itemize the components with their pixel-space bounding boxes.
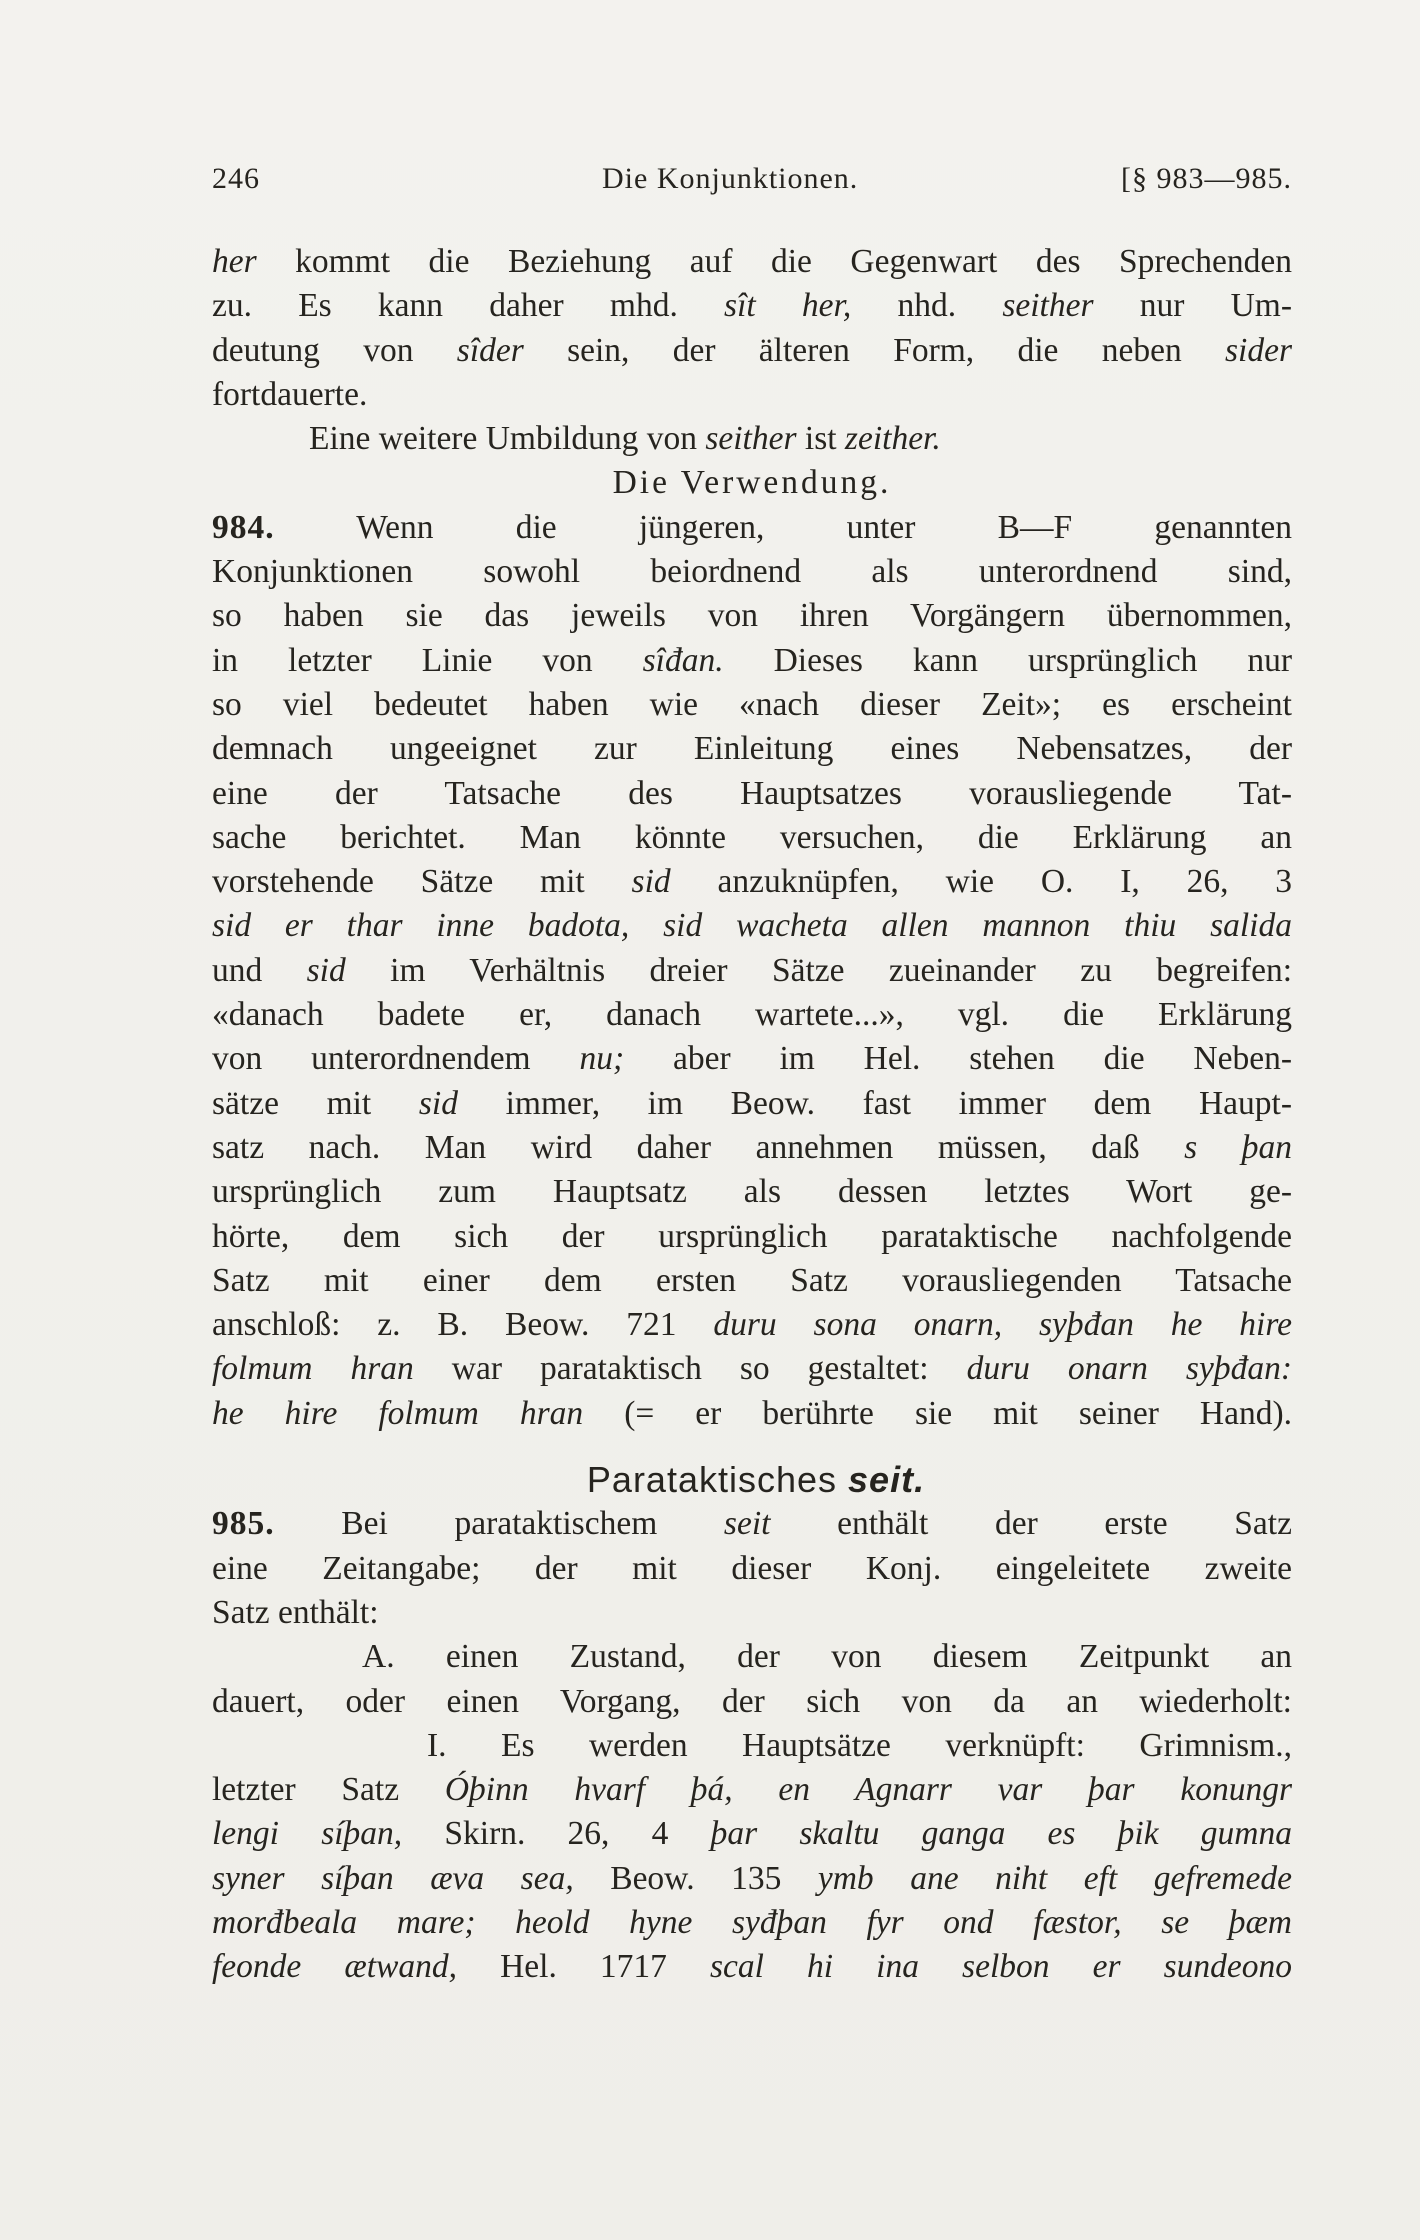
text-run: sätze mit: [212, 1084, 419, 1122]
running-head: [212, 162, 1292, 206]
text-line: [212, 1724, 1292, 1768]
text-run: satz nach. Man wird daher annehmen müssen, daß: [212, 1128, 1185, 1166]
text-run: in letzter Linie von: [212, 641, 643, 679]
text-run: Bei parataktischem: [274, 1505, 724, 1543]
text-run: nur Um-: [1093, 287, 1292, 325]
italic-term: feonde ætwand,: [212, 1948, 457, 1986]
text-line: [212, 772, 1292, 816]
text-line: [212, 461, 1292, 505]
text-run: kommt die Beziehung auf die Gegenwart des Sprechenden: [256, 243, 1292, 280]
text-run: fortdauerte.: [212, 375, 368, 413]
italic-term: nu;: [579, 1040, 625, 1078]
text-run: ursprünglich zum Hauptsatz als dessen letztes Wort ge-: [212, 1173, 1292, 1211]
italic-term: zeither.: [844, 420, 941, 458]
italic-term: lengi síþan,: [212, 1815, 403, 1853]
paragraph-number: 985.: [212, 1505, 275, 1543]
text-run: und: [212, 951, 307, 989]
text-line: [212, 1857, 1292, 1901]
text-run: so haben sie das jeweils von ihren Vorgängern übernommen,: [212, 597, 1292, 635]
section-heading: [212, 1458, 1292, 1502]
text-line: [212, 1680, 1292, 1724]
body-text: [212, 240, 1292, 1990]
italic-term: seither: [1002, 287, 1094, 325]
italic-term: s þan: [1184, 1128, 1292, 1166]
text-line: [212, 1170, 1292, 1214]
text-line: [212, 506, 1292, 550]
text-run: Satz enthält:: [212, 1593, 379, 1631]
text-line: [212, 1303, 1292, 1347]
italic-term: sîder: [456, 331, 524, 369]
text-run: anzuknüpfen, wie O. I, 26, 3: [670, 863, 1292, 901]
text-run: aber im Hel. stehen die Neben-: [624, 1040, 1292, 1078]
text-line: [212, 949, 1292, 993]
text-line: [212, 639, 1292, 683]
text-line: [212, 1347, 1292, 1391]
text-line: [212, 860, 1292, 904]
text-run: sein, der älteren Form, die neben: [523, 331, 1225, 369]
text-line: [212, 1082, 1292, 1126]
text-line: [212, 1502, 1292, 1546]
text-run: anschloß: z. B. Beow. 721: [212, 1306, 714, 1344]
italic-term: sîđan.: [642, 641, 724, 679]
text-run: vorstehende Sätze mit: [212, 863, 632, 901]
text-run: ist: [796, 420, 845, 458]
text-run: Die Verwendung.: [612, 464, 892, 502]
text-line: [212, 373, 1292, 417]
text-line: [212, 1945, 1292, 1989]
text-run: (= er berührte sie mit seiner Hand).: [583, 1394, 1292, 1432]
text-run: so viel bedeutet haben wie «nach dieser Zeit»; es erscheint: [212, 685, 1292, 723]
italic-term: sid: [306, 951, 346, 989]
text-line: [212, 1547, 1292, 1591]
running-title: Die Konjunktionen.: [602, 162, 859, 195]
text-run: war parataktisch so gestaltet:: [413, 1350, 967, 1388]
heading-keyword: seit.: [848, 1459, 926, 1501]
text-run: eine der Tatsache des Hauptsatzes vorausliegende Tat-: [212, 774, 1292, 812]
italic-term: ymb ane niht eft gefremede: [817, 1859, 1292, 1897]
text-line: [212, 417, 1292, 461]
text-line: [212, 727, 1292, 771]
text-line: [212, 993, 1292, 1037]
text-run: im Verhältnis dreier Sätze zueinander zu begreifen:: [345, 951, 1292, 989]
text-run: A. einen Zustand, der von diesem Zeitpunkt an: [362, 1638, 1292, 1676]
text-run: Konjunktionen sowohl beiordnend als unterordnend sind,: [212, 553, 1292, 591]
text-line: [212, 1812, 1292, 1856]
italic-term: seit: [723, 1505, 771, 1543]
text-run: Parataktisches: [586, 1459, 849, 1501]
text-line: [212, 1901, 1292, 1945]
text-run: enthält der erste Satz: [770, 1505, 1292, 1543]
text-line: [212, 550, 1292, 594]
italic-term: sid: [418, 1084, 458, 1122]
text-run: hörte, dem sich der ursprünglich parataktische nachfolgende: [212, 1217, 1292, 1255]
text-run: dauert, oder einen Vorgang, der sich von da an wiederholt:: [212, 1682, 1292, 1720]
text-run: nhd.: [851, 287, 1003, 325]
text-line: [212, 1768, 1292, 1812]
text-run: sache berichtet. Man könnte versuchen, die Erklärung an: [212, 818, 1292, 856]
text-run: immer, im Beow. fast immer dem Haupt-: [457, 1084, 1292, 1122]
text-line: [212, 1591, 1292, 1635]
text-run: Satz mit einer dem ersten Satz vorausliegenden Tatsache: [212, 1261, 1292, 1299]
text-run: zu. Es kann daher mhd.: [212, 287, 725, 325]
italic-term: þar skaltu ganga es þik gumna: [710, 1815, 1292, 1853]
italic-term: sid er thar inne badota, sid wacheta allen mannon thiu salida: [212, 907, 1292, 945]
text-line: [212, 816, 1292, 860]
text-line: [212, 683, 1292, 727]
text-line: [212, 284, 1292, 328]
text-line: [212, 1635, 1292, 1679]
italic-term: sît her,: [724, 287, 852, 325]
text-line: [212, 1392, 1292, 1436]
italic-term: he hire folmum hran: [212, 1394, 584, 1432]
italic-term: sider: [1225, 331, 1292, 369]
text-run: deutung von: [212, 331, 457, 369]
text-line: [212, 329, 1292, 373]
italic-term: seither: [705, 420, 797, 458]
section-range: [§ 983—985.: [1121, 162, 1292, 195]
text-run: Skirn. 26, 4: [402, 1815, 711, 1853]
italic-term: Óþinn hvarf þá, en Agnarr var þar konungr: [444, 1771, 1292, 1809]
text-line: [212, 904, 1292, 948]
text-line: [212, 1126, 1292, 1170]
italic-term: scal hi ina selbon er sundeono: [709, 1948, 1292, 1986]
italic-term: sid: [631, 863, 671, 901]
text-run: letzter Satz: [212, 1771, 445, 1809]
text-line: [212, 1037, 1292, 1081]
text-run: eine Zeitangabe; der mit dieser Konj. eingeleitete zweite: [212, 1549, 1292, 1587]
italic-term: duru sona onarn, syþđan he hire: [713, 1306, 1292, 1344]
paragraph-number: 984.: [212, 508, 275, 546]
text-line: [212, 1259, 1292, 1303]
text-run: Eine weitere Umbildung von: [309, 420, 706, 458]
italic-term: her: [212, 243, 257, 280]
section-gap: [212, 1436, 1292, 1458]
text-run: I. Es werden Hauptsätze verknüpft: Grimnism.,: [427, 1726, 1292, 1764]
text-line: [212, 240, 1292, 284]
text-line: [212, 594, 1292, 638]
text-run: Beow. 135: [573, 1859, 818, 1897]
text-run: Hel. 1717: [457, 1948, 710, 1986]
italic-term: morđbeala mare; heold hyne syđþan fyr ond fæstor, se þæm: [212, 1903, 1292, 1941]
text-run: «danach badete er, danach wartete...», vgl. die Erklärung: [212, 996, 1292, 1034]
text-line: [212, 1215, 1292, 1259]
text-run: Dieses kann ursprünglich nur: [723, 641, 1292, 679]
italic-term: syner síþan æva sea,: [212, 1859, 574, 1897]
text-run: demnach ungeeignet zur Einleitung eines Nebensatzes, der: [212, 730, 1292, 768]
text-run: von unterordnendem: [212, 1040, 580, 1078]
text-run: Wenn die jüngeren, unter B—F genannten: [274, 508, 1292, 546]
italic-term: duru onarn syþđan:: [966, 1350, 1292, 1388]
italic-term: folmum hran: [212, 1350, 414, 1388]
page-number: 246: [212, 162, 260, 195]
